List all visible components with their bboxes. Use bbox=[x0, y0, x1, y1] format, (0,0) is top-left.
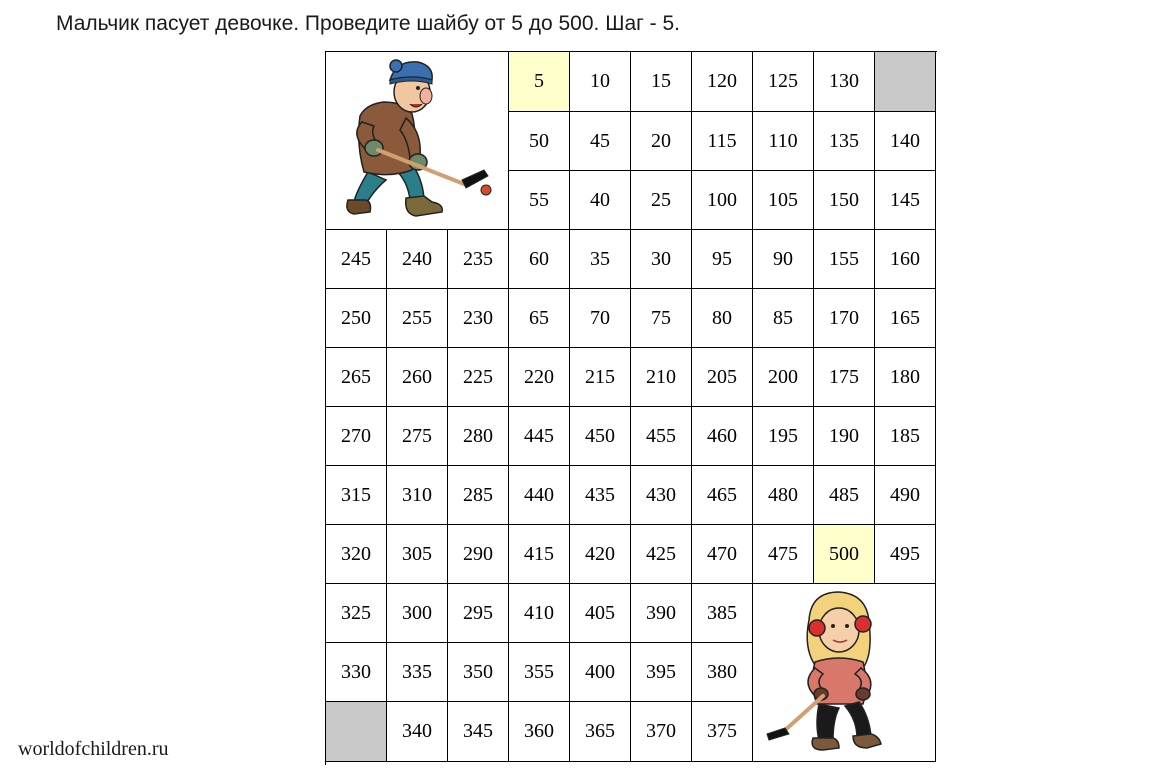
number-cell: 140 bbox=[875, 112, 936, 171]
number-cell: 30 bbox=[631, 230, 692, 289]
number-cell: 150 bbox=[814, 171, 875, 230]
number-maze-grid bbox=[325, 51, 937, 765]
number-cell: 240 bbox=[387, 230, 448, 289]
number-cell: 200 bbox=[753, 348, 814, 407]
worksheet-title: Мальчик пасует девочке. Проведите шайбу от 5 до 500. Шаг - 5. bbox=[56, 12, 680, 35]
number-cell: 475 bbox=[753, 525, 814, 584]
boy-hockey-player-illustration bbox=[326, 52, 508, 229]
number-cell: 105 bbox=[753, 171, 814, 230]
number-cell: 440 bbox=[509, 466, 570, 525]
number-cell: 385 bbox=[692, 584, 753, 643]
number-cell: 485 bbox=[814, 466, 875, 525]
number-cell: 225 bbox=[448, 348, 509, 407]
number-cell: 85 bbox=[753, 289, 814, 348]
girl-hockey-player-illustration bbox=[753, 584, 935, 761]
number-cell: 270 bbox=[326, 407, 387, 466]
number-cell: 260 bbox=[387, 348, 448, 407]
number-cell: 115 bbox=[692, 112, 753, 171]
number-cell: 205 bbox=[692, 348, 753, 407]
number-cell: 90 bbox=[753, 230, 814, 289]
number-cell: 315 bbox=[326, 466, 387, 525]
girl-illustration-cell bbox=[753, 584, 936, 762]
number-cell: 60 bbox=[509, 230, 570, 289]
number-cell: 390 bbox=[631, 584, 692, 643]
number-cell: 185 bbox=[875, 407, 936, 466]
number-cell: 345 bbox=[448, 702, 509, 762]
number-cell: 460 bbox=[692, 407, 753, 466]
number-cell: 215 bbox=[570, 348, 631, 407]
number-cell: 495 bbox=[875, 525, 936, 584]
number-cell: 450 bbox=[570, 407, 631, 466]
number-cell: 230 bbox=[448, 289, 509, 348]
number-cell: 255 bbox=[387, 289, 448, 348]
number-cell: 75 bbox=[631, 289, 692, 348]
number-cell: 465 bbox=[692, 466, 753, 525]
number-cell: 420 bbox=[570, 525, 631, 584]
number-cell: 490 bbox=[875, 466, 936, 525]
number-cell: 435 bbox=[570, 466, 631, 525]
number-cell: 405 bbox=[570, 584, 631, 643]
number-cell: 410 bbox=[509, 584, 570, 643]
blocked-cell bbox=[326, 702, 387, 762]
number-cell: 350 bbox=[448, 643, 509, 702]
number-cell: 280 bbox=[448, 407, 509, 466]
number-cell: 20 bbox=[631, 112, 692, 171]
number-cell: 290 bbox=[448, 525, 509, 584]
number-cell: 300 bbox=[387, 584, 448, 643]
number-cell: 340 bbox=[387, 702, 448, 762]
number-cell: 310 bbox=[387, 466, 448, 525]
number-cell: 245 bbox=[326, 230, 387, 289]
number-cell: 335 bbox=[387, 643, 448, 702]
number-cell: 285 bbox=[448, 466, 509, 525]
number-cell: 295 bbox=[448, 584, 509, 643]
number-cell: 320 bbox=[326, 525, 387, 584]
number-cell: 305 bbox=[387, 525, 448, 584]
number-cell: 15 bbox=[631, 52, 692, 112]
number-cell: 190 bbox=[814, 407, 875, 466]
number-cell: 165 bbox=[875, 289, 936, 348]
number-cell: 125 bbox=[753, 52, 814, 112]
boy-illustration-cell bbox=[326, 52, 509, 230]
number-cell: 80 bbox=[692, 289, 753, 348]
number-cell: 180 bbox=[875, 348, 936, 407]
number-cell: 50 bbox=[509, 112, 570, 171]
number-cell: 365 bbox=[570, 702, 631, 762]
number-cell: 55 bbox=[509, 171, 570, 230]
number-cell: 170 bbox=[814, 289, 875, 348]
number-cell: 195 bbox=[753, 407, 814, 466]
number-cell: 110 bbox=[753, 112, 814, 171]
number-cell: 130 bbox=[814, 52, 875, 112]
number-cell: 355 bbox=[509, 643, 570, 702]
number-cell: 445 bbox=[509, 407, 570, 466]
number-cell: 145 bbox=[875, 171, 936, 230]
number-cell: 40 bbox=[570, 171, 631, 230]
number-cell: 100 bbox=[692, 171, 753, 230]
number-cell: 330 bbox=[326, 643, 387, 702]
number-cell: 120 bbox=[692, 52, 753, 112]
number-cell: 425 bbox=[631, 525, 692, 584]
number-cell: 360 bbox=[509, 702, 570, 762]
number-cell: 70 bbox=[570, 289, 631, 348]
start-cell: 5 bbox=[509, 52, 570, 112]
number-cell: 275 bbox=[387, 407, 448, 466]
number-cell: 400 bbox=[570, 643, 631, 702]
number-cell: 175 bbox=[814, 348, 875, 407]
number-cell: 155 bbox=[814, 230, 875, 289]
number-cell: 95 bbox=[692, 230, 753, 289]
number-cell: 35 bbox=[570, 230, 631, 289]
number-cell: 210 bbox=[631, 348, 692, 407]
number-cell: 415 bbox=[509, 525, 570, 584]
number-cell: 470 bbox=[692, 525, 753, 584]
number-cell: 325 bbox=[326, 584, 387, 643]
number-cell: 480 bbox=[753, 466, 814, 525]
number-cell: 380 bbox=[692, 643, 753, 702]
number-cell: 65 bbox=[509, 289, 570, 348]
number-cell: 375 bbox=[692, 702, 753, 762]
number-cell: 135 bbox=[814, 112, 875, 171]
site-watermark: worldofchildren.ru bbox=[18, 738, 169, 760]
number-cell: 395 bbox=[631, 643, 692, 702]
blocked-cell bbox=[875, 52, 936, 112]
number-cell: 250 bbox=[326, 289, 387, 348]
number-cell: 220 bbox=[509, 348, 570, 407]
number-cell: 370 bbox=[631, 702, 692, 762]
number-cell: 45 bbox=[570, 112, 631, 171]
number-cell: 25 bbox=[631, 171, 692, 230]
finish-cell: 500 bbox=[814, 525, 875, 584]
number-cell: 455 bbox=[631, 407, 692, 466]
number-cell: 160 bbox=[875, 230, 936, 289]
number-cell: 10 bbox=[570, 52, 631, 112]
number-cell: 430 bbox=[631, 466, 692, 525]
number-cell: 265 bbox=[326, 348, 387, 407]
number-cell: 235 bbox=[448, 230, 509, 289]
